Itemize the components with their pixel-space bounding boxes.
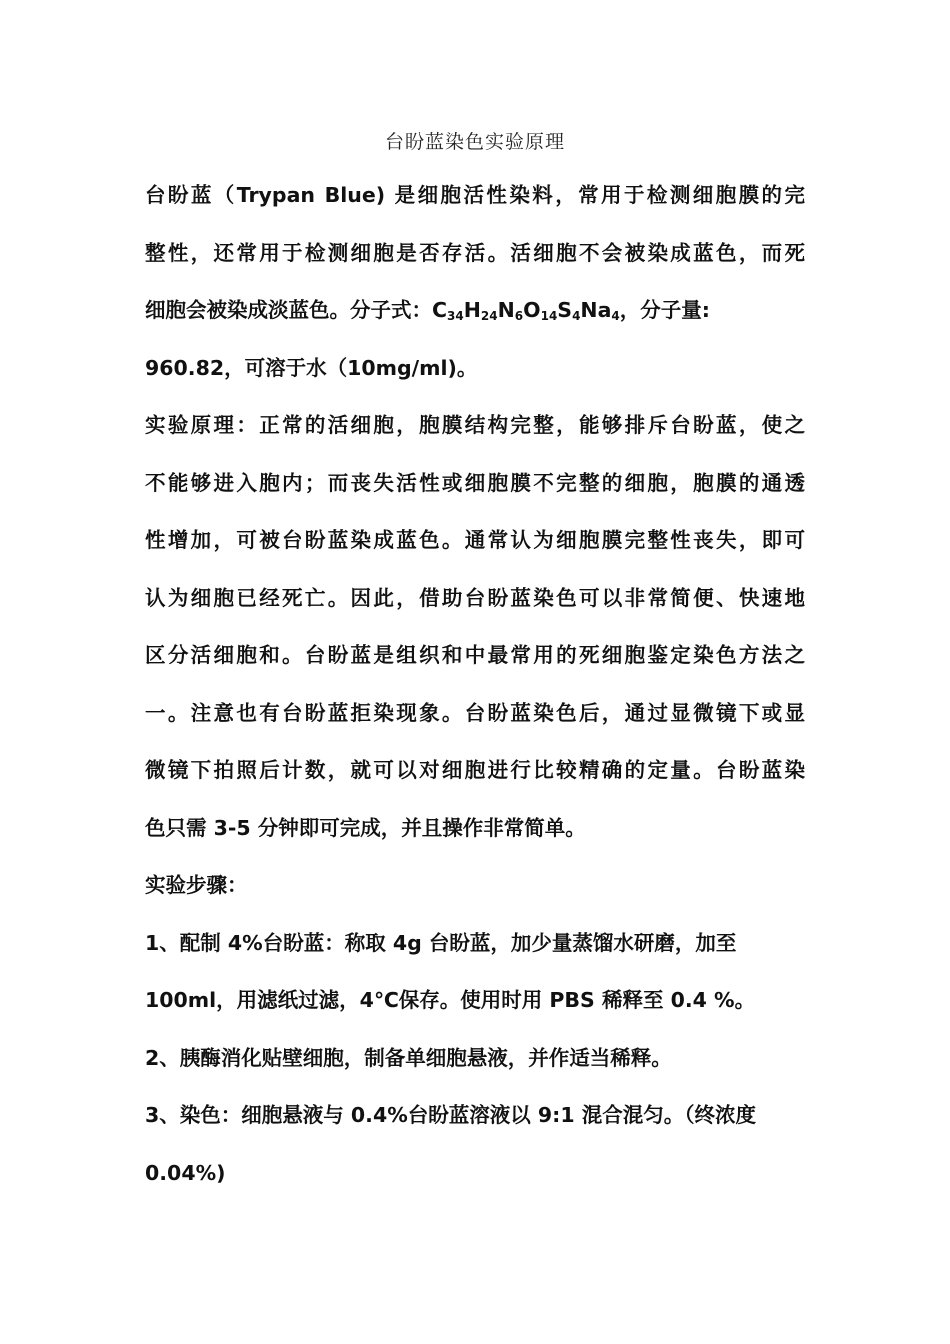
principle-line-8: 色只需 3-5 分钟即可完成，并且操作非常简单。 — [145, 815, 586, 840]
step-3-line-2: 0.04%) — [145, 1160, 226, 1185]
molecular-formula: $C_{34}H_{24}N_6O_{14}S_4Na_4$ — [432, 298, 620, 323]
step-1-line-2: 100ml，用滤纸过滤，4℃保存。使用时用 PBS 稀释至 0.4 %。 — [145, 988, 756, 1012]
principle-line-4: 认为细胞已经死亡。因此，借助台盼蓝染色可以非常简便、快速地 — [145, 585, 805, 610]
intro-line-3-suffix: ，分子量: — [619, 298, 710, 322]
principle-line-1 — [145, 397, 805, 455]
step-1-line-1: 1、配制 4%台盼蓝：称取 4g 台盼蓝，加少量蒸馏水研磨，加至 — [145, 930, 737, 955]
principle-line-7: 微镜下拍照后计数，就可以对细胞进行比较精确的定量。台盼蓝染 — [145, 758, 805, 782]
intro-line-3-prefix: 细胞会被染成淡蓝色。分子式： — [145, 298, 432, 322]
principle-line-5: 区分活细胞和。台盼蓝是组织和中最常用的死细胞鉴定染色方法之 — [145, 643, 805, 667]
document-body — [145, 167, 805, 1202]
principle-line-3: 性增加，可被台盼蓝染成蓝色。通常认为细胞膜完整性丧失，即可 — [145, 528, 805, 552]
document-title: 台盼蓝染色实验原理 — [384, 131, 565, 153]
principle-line-1-text: 正常的活细胞，胞膜结构完整，能够排斥台盼蓝，使之 — [259, 413, 805, 437]
principle-line-2: 不能够进入胞内；而丧失活性或细胞膜不完整的细胞，胞膜的通透 — [145, 470, 805, 495]
intro-line-2: 整性，还常用于检测细胞是否存活。活细胞不会被染成蓝色，而死 — [145, 240, 805, 265]
intro-line-3 — [145, 282, 805, 340]
steps-heading: 实验步骤： — [145, 873, 248, 897]
principle-label: 实验原理： — [145, 413, 260, 437]
step-3-line-1: 3、染色：细胞悬液与 0.4%台盼蓝溶液以 9:1 混合混匀。（终浓度 — [145, 1103, 757, 1127]
principle-line-6: 一。注意也有台盼蓝拒染现象。台盼蓝染色后，通过显微镜下或显 — [145, 700, 805, 725]
intro-line-1: 台盼蓝（Trypan Blue) 是细胞活性染料，常用于检测细胞膜的完 — [145, 183, 805, 207]
step-2: 2、胰酶消化贴壁细胞，制备单细胞悬液，并作适当稀释。 — [145, 1045, 672, 1070]
intro-line-4: 960.82，可溶于水（10mg/ml)。 — [145, 355, 478, 380]
